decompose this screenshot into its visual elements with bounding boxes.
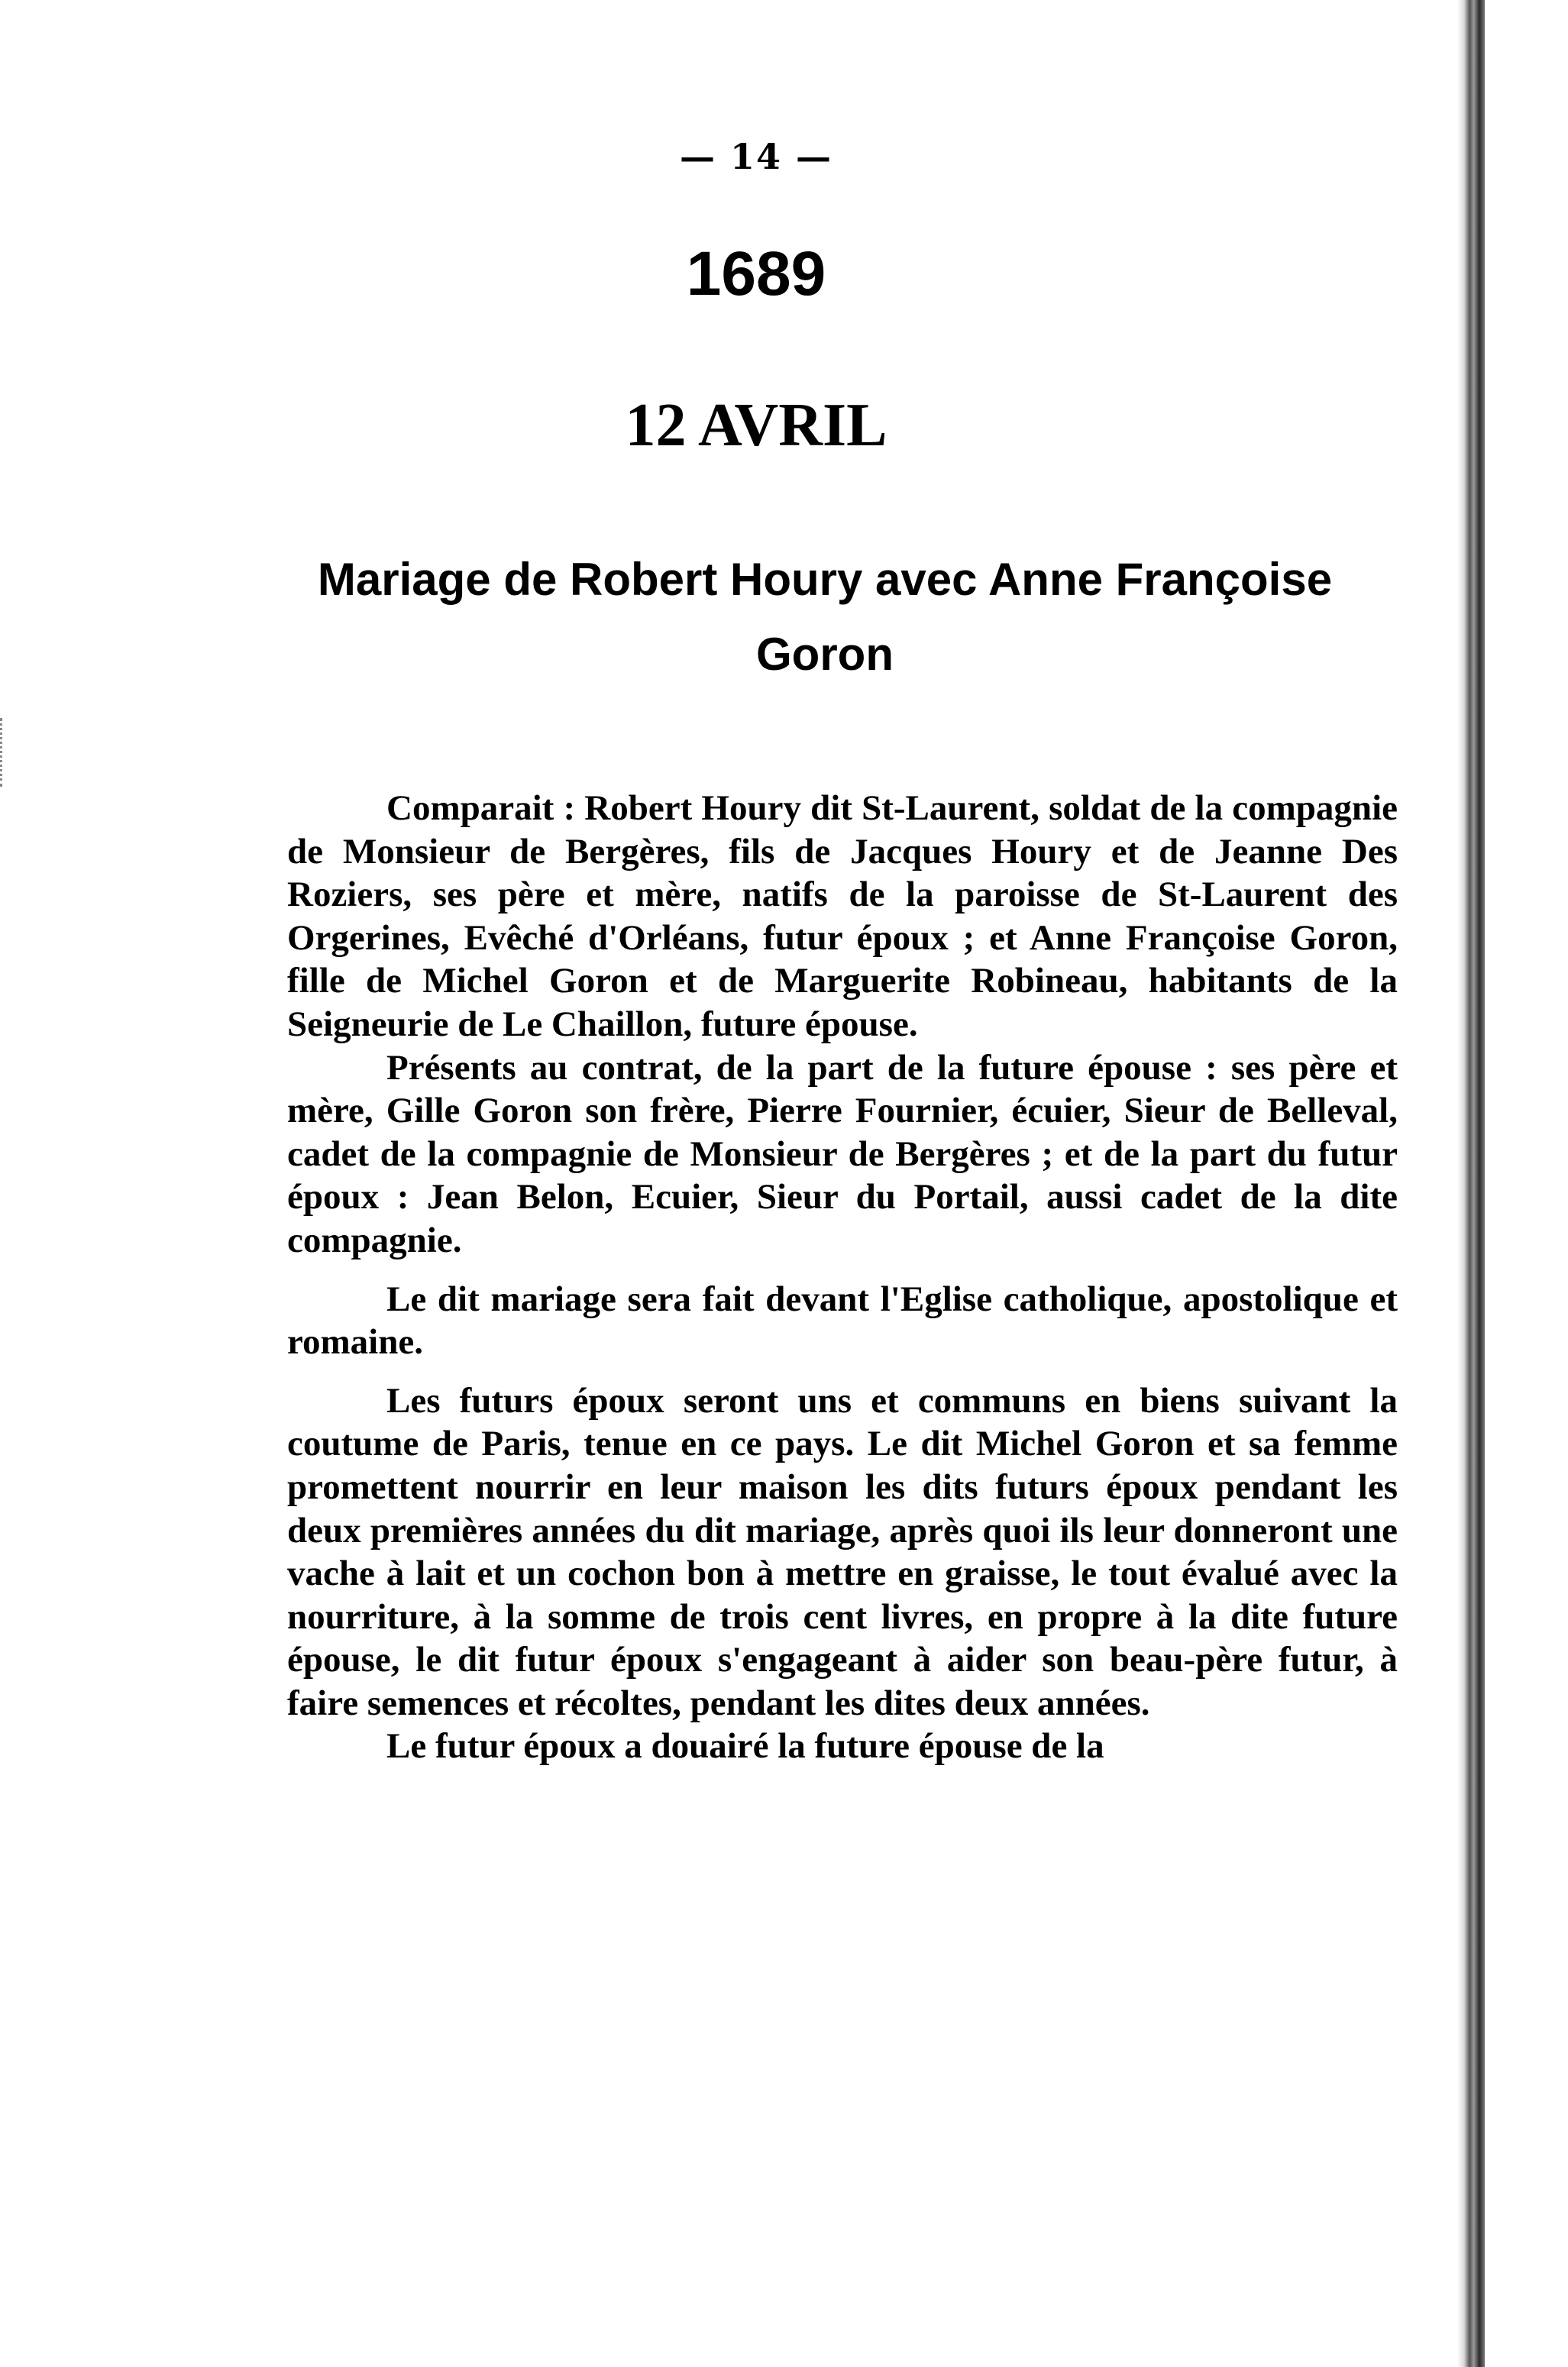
document-title: Mariage de Robert Houry avec Anne Françoise Goron [317, 554, 1333, 680]
year-heading: 1689 [686, 239, 826, 309]
page-binding-edge [1457, 0, 1485, 2367]
paragraph: Les futurs époux seront uns et communs en biens suivant la coutume de Paris, tenue en ce pays. Le dit Michel Goron et sa femme promettent nourrir en leur maison les dits futurs époux pendant les deux premières années du dit mariage, après quoi ils leur donneront une vache à lait et un cochon bon à mettre en graisse, le tout évalué avec la nourriture, à la somme de trois cent livres, en propre à la dite future épouse, le dit futur époux s'engageant à aider son beau-père futur, à faire semences et récoltes, pendant les dites deux années. [287, 1380, 1398, 1723]
paragraph: Le futur époux a douairé la future épouse de la [386, 1726, 1104, 1767]
body-text [287, 787, 1398, 1768]
scan-margin-marks [0, 718, 13, 787]
page-number: — 14 — [679, 136, 833, 177]
paragraph: Présents au contrat, de la part de la future épouse : ses père et mère, Gille Goron son frère, Pierre Fournier, écuier, Sieur de Belleval, cadet de la compagnie de Monsieur de Bergères ; et de la part du futur époux : Jean Belon, Ecuier, Sieur du Portail, aussi cadet de la dite compagnie. [287, 1047, 1398, 1260]
date-heading: 12 AVRIL [625, 392, 887, 459]
paragraph: Comparait : Robert Houry dit St-Laurent, soldat de la compagnie de Monsieur de Bergères, fils de Jacques Houry et de Jeanne Des Roziers, ses père et mère, natifs de la paroisse de St-Laurent des Orgerines, Evêché d'Orléans, futur époux ; et Anne Françoise Goron, fille de Michel Goron et de Marguerite Robineau, habitants de la Seigneurie de Le Chaillon, future épouse. [287, 788, 1398, 1044]
paragraph: Le dit mariage sera fait devant l'Eglise catholique, apostolique et romaine. [287, 1279, 1398, 1363]
